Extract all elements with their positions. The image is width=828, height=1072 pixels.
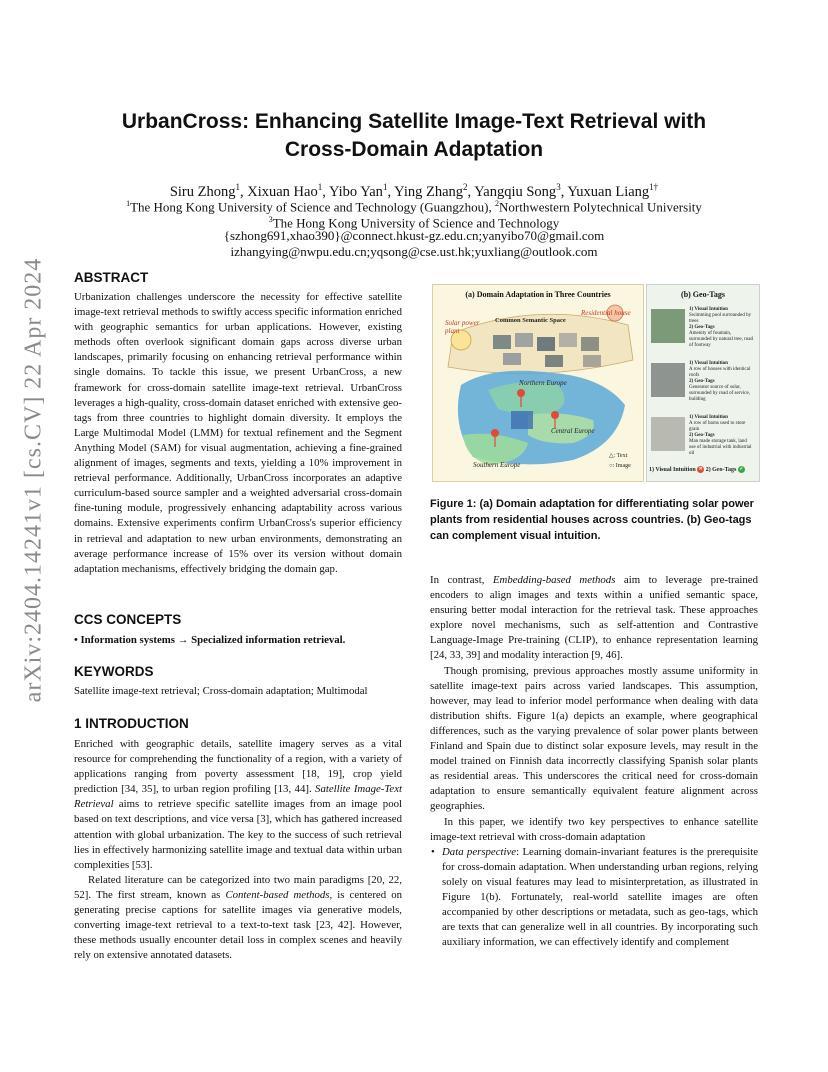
intro-paragraph-2: Related literature can be categorized into two main paradigms [20, 22, 52]. The first stream, known as Content-based methods, is centered on generating precise captions for satellite images via generative models, converting image-text retrieval to a text-to-text task [23, 42]. However, these methods usually encounter detail loss in complex scenes and heavily rely on extensive annotated datasets. [74, 873, 402, 962]
arxiv-identifier [14, 257, 54, 703]
author-name: Ying Zhang [394, 183, 464, 200]
satellite-thumbnail [651, 309, 685, 343]
perspective-list [430, 845, 758, 951]
author-name: Yibo Yan [328, 183, 383, 200]
residential-house-label: Residential house [581, 309, 631, 317]
keywords-heading: KEYWORDS [74, 664, 154, 679]
northern-europe-label: Northern Europe [519, 379, 567, 387]
author-mark: 1 [235, 182, 240, 192]
abstract-heading: ABSTRACT [74, 270, 149, 285]
right-column-body [430, 573, 758, 950]
legend-image: ○: Image [609, 463, 631, 469]
author-mark: 2 [463, 182, 468, 192]
arxiv-id-text: arXiv:2404.14241v1 [cs.CV] 22 Apr 2024 [20, 257, 47, 703]
affiliation-line-2: $^3$The Hong Kong University of Science and Technology [268, 215, 560, 231]
satellite-thumbnail [651, 363, 685, 397]
cross-icon: ✕ [698, 467, 703, 473]
legend-text: △: Text [609, 453, 628, 459]
affiliation-nwpu: Northwestern Polytechnical University [499, 199, 702, 215]
email-line-2: izhangying@nwpu.edu.cn;yqsong@cse.ust.hk;yuxliang@outlook.com [230, 244, 598, 259]
author-name: Yangqiu Song [474, 183, 557, 200]
affiliation-hkust-gz: The Hong Kong University of Science and Technology (Guangzhou), [130, 199, 492, 215]
southern-europe-label: Southern Europe [473, 461, 521, 469]
figure-1-caption: Figure 1: (a) Domain adaptation for differentiating solar power plants from residential houses across countries. (b) Geo-tags can complement visual intuition. [430, 498, 754, 542]
data-perspective-item: • Data perspective: Learning domain-invariant features is the prerequisite for cross-domain adaptation. When understanding urban regions, relying solely on visual features may lead to misinterpretation, as illustrated in Figure 1(b). Fortunately, real-world satellite images are often accompanied by other descriptions or metadata, such as geo-tags, which are texts that can generalize well in all countries. By incorporating such auxiliary information, we can effectively identify and complement [442, 845, 758, 951]
author-name: Siru Zhong [169, 183, 236, 200]
geo-tag-example-3: 1) Visual Intuition A row of barns used to store grain 2) Geo-Tags Man made storage tank, land use of industrial with industrial oil [651, 415, 755, 461]
right-paragraph-2: Though promising, previous approaches mostly assume uniformity in satellite image-text pairs across varied landscapes. This assumption, however, may lead to inferior model performance when dealing with data distribution shifts. Figure 1(a) depicts an example, where geographical differences, such as the varying prevalence of solar power plants between Finland and Spain due to distinct solar exposure levels, may result in the model trained on Finnish data incorrectly classifying Spanish solar plants as residential areas. This underscores the critical need for cross-domain adaptation to ensure semantically equivalent feature alignment across geographies. [430, 664, 758, 813]
introduction-heading: 1 INTRODUCTION [74, 716, 189, 731]
panel-a-title: (a) Domain Adaptation in Three Countries [465, 290, 611, 299]
author-name: Xixuan Hao [247, 183, 318, 200]
geo-tag-example-2: 1) Visual Intuition A row of houses with identical roofs 2) Geo-Tags Generator source of solar, surrounded by road of service, building [651, 361, 755, 407]
figure-panel-b [646, 284, 760, 482]
author-name: Yuxuan Liang [567, 183, 650, 200]
satellite-thumbnail [651, 417, 685, 451]
right-paragraph-3: In this paper, we identify two key perspectives to enhance satellite image-text retrieval with cross-domain adaptation [430, 815, 758, 843]
email-line-1: {szhong691,xhao390}@connect.hkust-gz.edu.cn;yanyibo70@gmail.com [223, 228, 605, 243]
figure-panel-a [432, 284, 644, 482]
paper-title: UrbanCross: Enhancing Satellite Image-Text Retrieval with Cross-Domain Adaptation [121, 110, 707, 161]
intro-paragraph-1: Enriched with geographic details, satellite imagery serves as a vital resource for comprehending the functionality of a region, with a variety of applications ranging from poverty assessment [18, 19], crop yield prediction [34, 35], to urban region profiling [13, 44]. Satellite Image-Text Retrieval aims to retrieve specific satellite images from an image pool based on text descriptions, and vice versa [3], which has gathered increased attention with global urbanization. The key to the success of such retrieval lies in effectively harmonizing satellite image and textual data within urban complexities [53]. [74, 738, 402, 871]
affiliation-hkust: The Hong Kong University of Science and Technology [272, 215, 560, 231]
right-paragraph-1: In contrast, Embedding-based methods aim to leverage pre-trained encoders to align images and texts within a unified semantic space, ensuring better modal interaction for the retrieval task. These approaches explore novel mechanisms, such as self-attention and Contrastive Language-Image Pre-training (CLIP), to enhance representation learning [24, 33, 39] and modality interaction [9, 46]. [430, 574, 758, 662]
ccs-item: • Information systems → Specialized information retrieval. [74, 634, 346, 646]
author-mark: 3 [556, 182, 561, 192]
central-europe-label: Central Europe [551, 427, 595, 435]
affiliation-line-1: $^1$The Hong Kong University of Science and Technology (Guangzhou), $^2$Northwestern Polytechnical University [126, 199, 702, 215]
author-mark: 1 [382, 182, 388, 192]
panel-b-title: (b) Geo-Tags [681, 290, 725, 299]
geo-tag-example-1: 1) Visual Intuition Swimming pool surrounded by trees 2) Geo-Tags Amenity of fountain, surrounded by natural tree, road of footway [651, 307, 755, 353]
author-list: Siru Zhong$^1$, Xixuan Hao$^1$, Yibo Yan$^1$, Ying Zhang$^2$, Yangqiu Song$^3$, Yuxuan Liang$^{1\dagger}$ [169, 182, 659, 200]
ccs-heading: CCS CONCEPTS [74, 612, 182, 627]
panel-b-footer: 1) Visual Intuition ✕ 2) Geo-Tags ✓ [649, 467, 744, 473]
abstract-text [74, 290, 402, 577]
common-semantic-space-label: Common Semantic Space [495, 317, 566, 324]
author-mark: 1† [649, 182, 659, 192]
introduction-body [74, 737, 402, 963]
author-mark: 1 [317, 182, 323, 192]
solar-plant-label: Solar power plant [445, 319, 480, 335]
keywords-text: Satellite image-text retrieval; Cross-domain adaptation; Multimodal [74, 685, 368, 697]
check-icon: ✓ [739, 467, 744, 473]
figure-1 [432, 284, 758, 480]
abstract-paragraph: Urbanization challenges underscore the necessity for effective satellite image-text retrieval methods to swiftly access specific information enriched with geographic semantics for urban applications. However, existing methods often overlook significant domain gaps across diverse urban landscapes, primarily focusing on enhancing retrieval performance within single domains. To tackle this issue, we present UrbanCross, a new framework for cross-domain satellite image-text retrieval. UrbanCross leverages a high-quality, cross-domain dataset enriched with extensive geo-tags from three countries to highlight domain diversity. It employs the Large Multimodal Model (LMM) for textual refinement and the Segment Anything Model (SAM) for visual augmentation, achieving a fine-grained alignment of images, segments and texts, yielding a 10% improvement in retrieval performance. Additionally, UrbanCross incorporates an adaptive curriculum-based source sampler and a weighted adversarial cross-domain fine-tuning module, progressively enhancing adaptability across various domains. Extensive experiments confirm UrbanCross's superior efficiency in retrieval and adaptation to new urban environments, demonstrating an average performance increase of 15% over its version without domain adaptation mechanisms, effectively bridging the domain gap. [74, 291, 402, 575]
